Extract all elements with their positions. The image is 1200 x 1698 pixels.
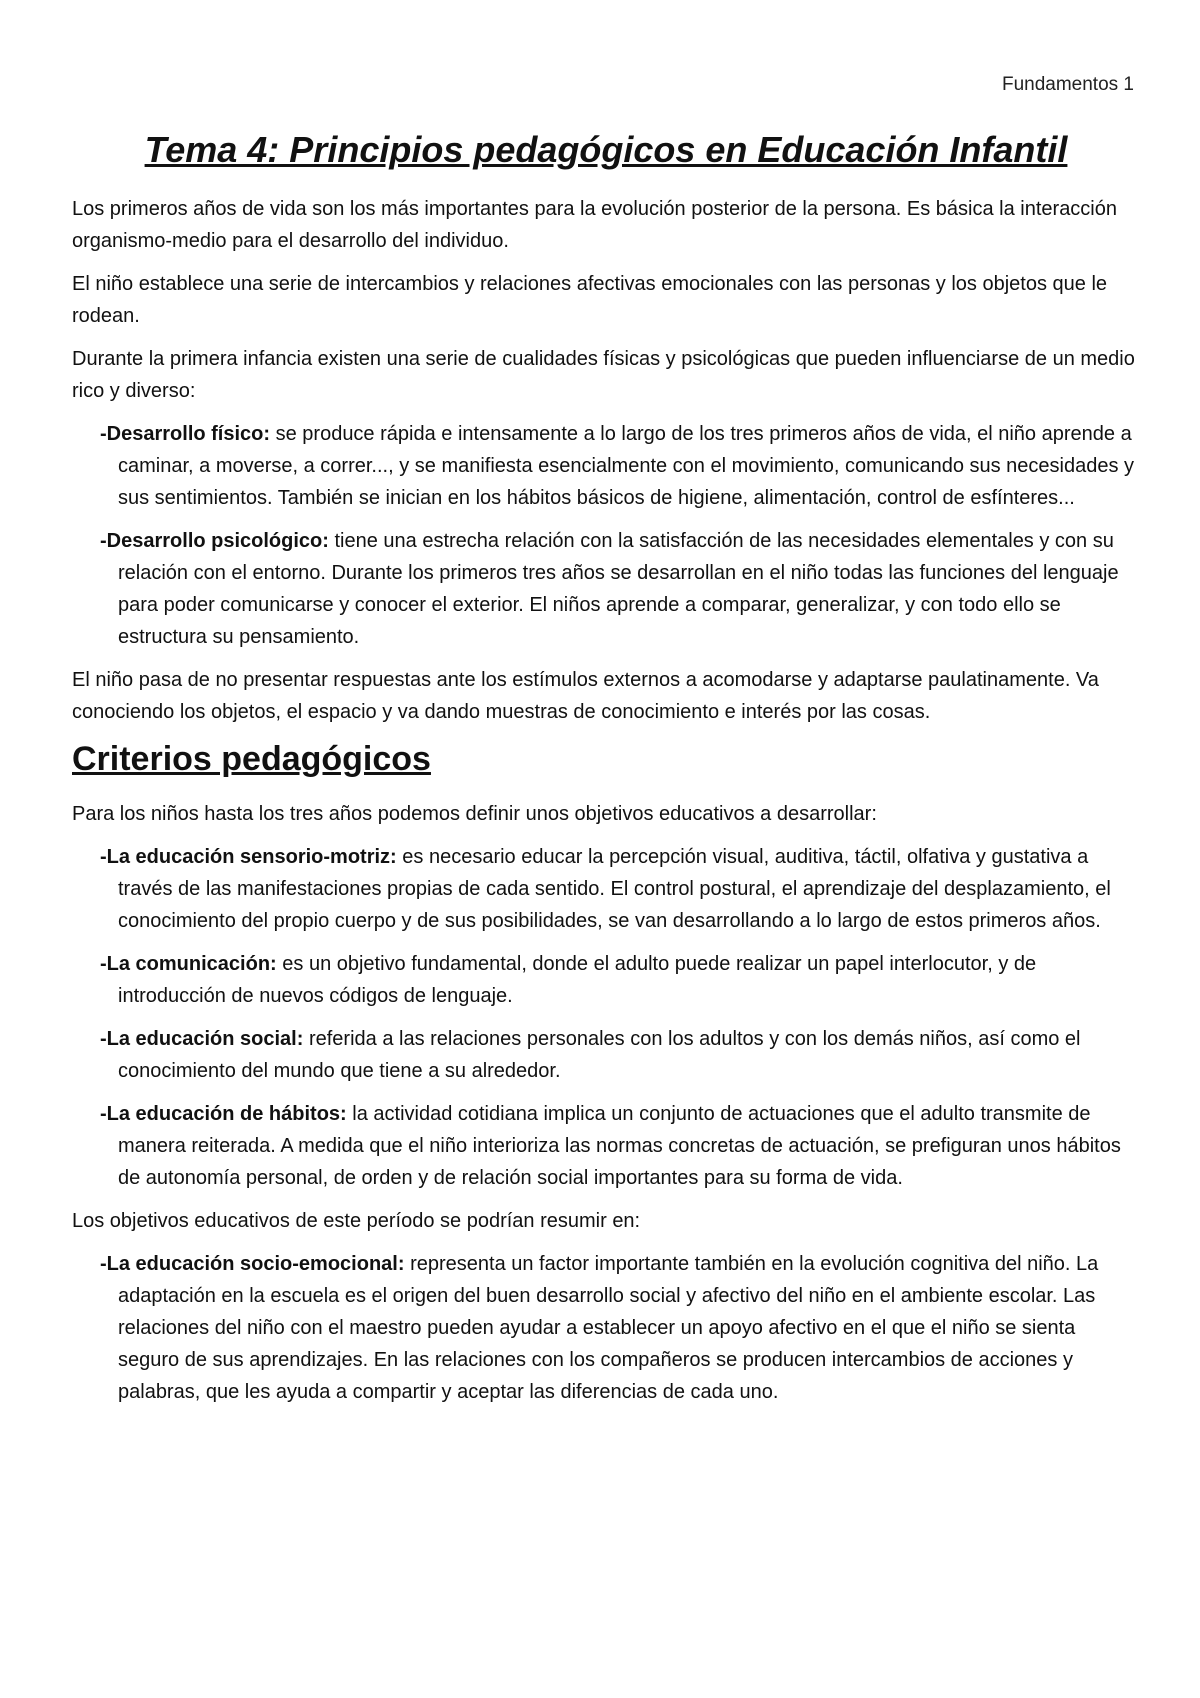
criteria-item-habits <box>100 1098 1140 1194</box>
criteria-term: -La educación social: <box>100 1027 304 1050</box>
summary-term: -La educación socio-emocional: <box>100 1252 405 1275</box>
intro-paragraph-3: Durante la primera infancia existen una serie de cualidades físicas y psicológicas que pueden influenciarse de un medio rico y diverso: <box>72 348 1135 403</box>
criteria-heading: Criterios pedagógicos <box>72 740 431 779</box>
criteria-text: es un objetivo fundamental, donde el adulto puede realizar un papel interlocutor, y de introducción de nuevos códigos de lenguaje. <box>118 952 1037 1007</box>
criteria-text: es necesario educar la percepción visual, auditiva, táctil, olfativa y gustativa a través de las manifestaciones propias de cada sentido. El control postural, el aprendizaje del desplazamiento, el conocimiento del propio cuerpo y de sus posibilidades, se van desarrollando a lo largo de estos primeros años. <box>118 845 1111 932</box>
criteria-item-social <box>100 1023 1140 1087</box>
development-text: tiene una estrecha relación con la satisfacción de las necesidades elementales y con su relación con el entorno. Durante los primeros tres años se desarrollan en el niño todas las funciones del lenguaje para poder comunicarse y conocer el exterior. El niños aprende a comparar, generalizar, y con todo ello se estructura su pensamiento. <box>118 530 1119 649</box>
criteria-text: referida a las relaciones personales con los adultos y con los demás niños, así como el conocimiento del mundo que tiene a su alrededor. <box>118 1027 1081 1082</box>
summary-text: representa un factor importante también en la evolución cognitiva del niño. La adaptación en la escuela es el origen del buen desarrollo social y afectivo del niño en el ambiente escolar. Las relaciones del niño con el maestro pueden ayudar a establecer un apoyo afectivo en el que el niño se sienta seguro de sus aprendizajes. En las relaciones con los compañeros se producen intercambios de acciones y palabras, que les ayuda a compartir y aceptar las diferencias de cada uno. <box>118 1252 1099 1403</box>
summary-item-socio-emotional <box>100 1248 1140 1408</box>
development-text: se produce rápida e intensamente a lo largo de los tres primeros años de vida, el niño aprende a caminar, a moverse, a correr..., y se manifiesta esencialmente con el movimiento, comunicando sus necesidades y sus sentimientos. También se inician en los hábitos básicos de higiene, alimentación, control de esfínteres... <box>118 423 1135 510</box>
document-content <box>72 128 1140 1419</box>
intro-paragraph-1: Los primeros años de vida son los más importantes para la evolución posterior de la persona. Es básica la interacción organismo-medio para el desarrollo del individuo. <box>72 198 1117 253</box>
summary-intro: Los objetivos educativos de este período se podrían resumir en: <box>72 1209 641 1232</box>
criteria-item-communication <box>100 948 1140 1012</box>
closing-intro-paragraph: El niño pasa de no presentar respuestas ante los estímulos externos a acomodarse y adaptarse paulatinamente. Va conociendo los objetos, el espacio y va dando muestras de conocimiento e interés por las cosas. <box>72 669 1099 724</box>
development-term: -Desarrollo psicológico: <box>100 530 329 553</box>
page-header: Fundamentos 1 <box>1001 74 1134 95</box>
criteria-text: la actividad cotidiana implica un conjunto de actuaciones que el adulto transmite de manera reiterada. A medida que el niño interioriza las normas concretas de actuación, se prefiguran unos hábitos de autonomía personal, de orden y de relación social importantes para su forma de vida. <box>118 1102 1121 1189</box>
development-term: -Desarrollo físico: <box>100 423 271 446</box>
criteria-term: -La educación sensorio-motriz: <box>100 845 397 868</box>
development-item-psychological <box>100 525 1140 653</box>
criteria-intro: Para los niños hasta los tres años podemos definir unos objetivos educativos a desarrollar: <box>72 802 877 825</box>
intro-paragraph-2: El niño establece una serie de intercambios y relaciones afectivas emocionales con las personas y los objetos que le rodean. <box>72 273 1108 328</box>
criteria-term: -La comunicación: <box>100 952 277 975</box>
criteria-item-sensory-motor <box>100 841 1140 937</box>
document-title: Tema 4: Principios pedagógicos en Educación Infantil <box>144 129 1068 170</box>
development-item-physical <box>100 418 1140 514</box>
criteria-term: -La educación de hábitos: <box>100 1102 347 1125</box>
